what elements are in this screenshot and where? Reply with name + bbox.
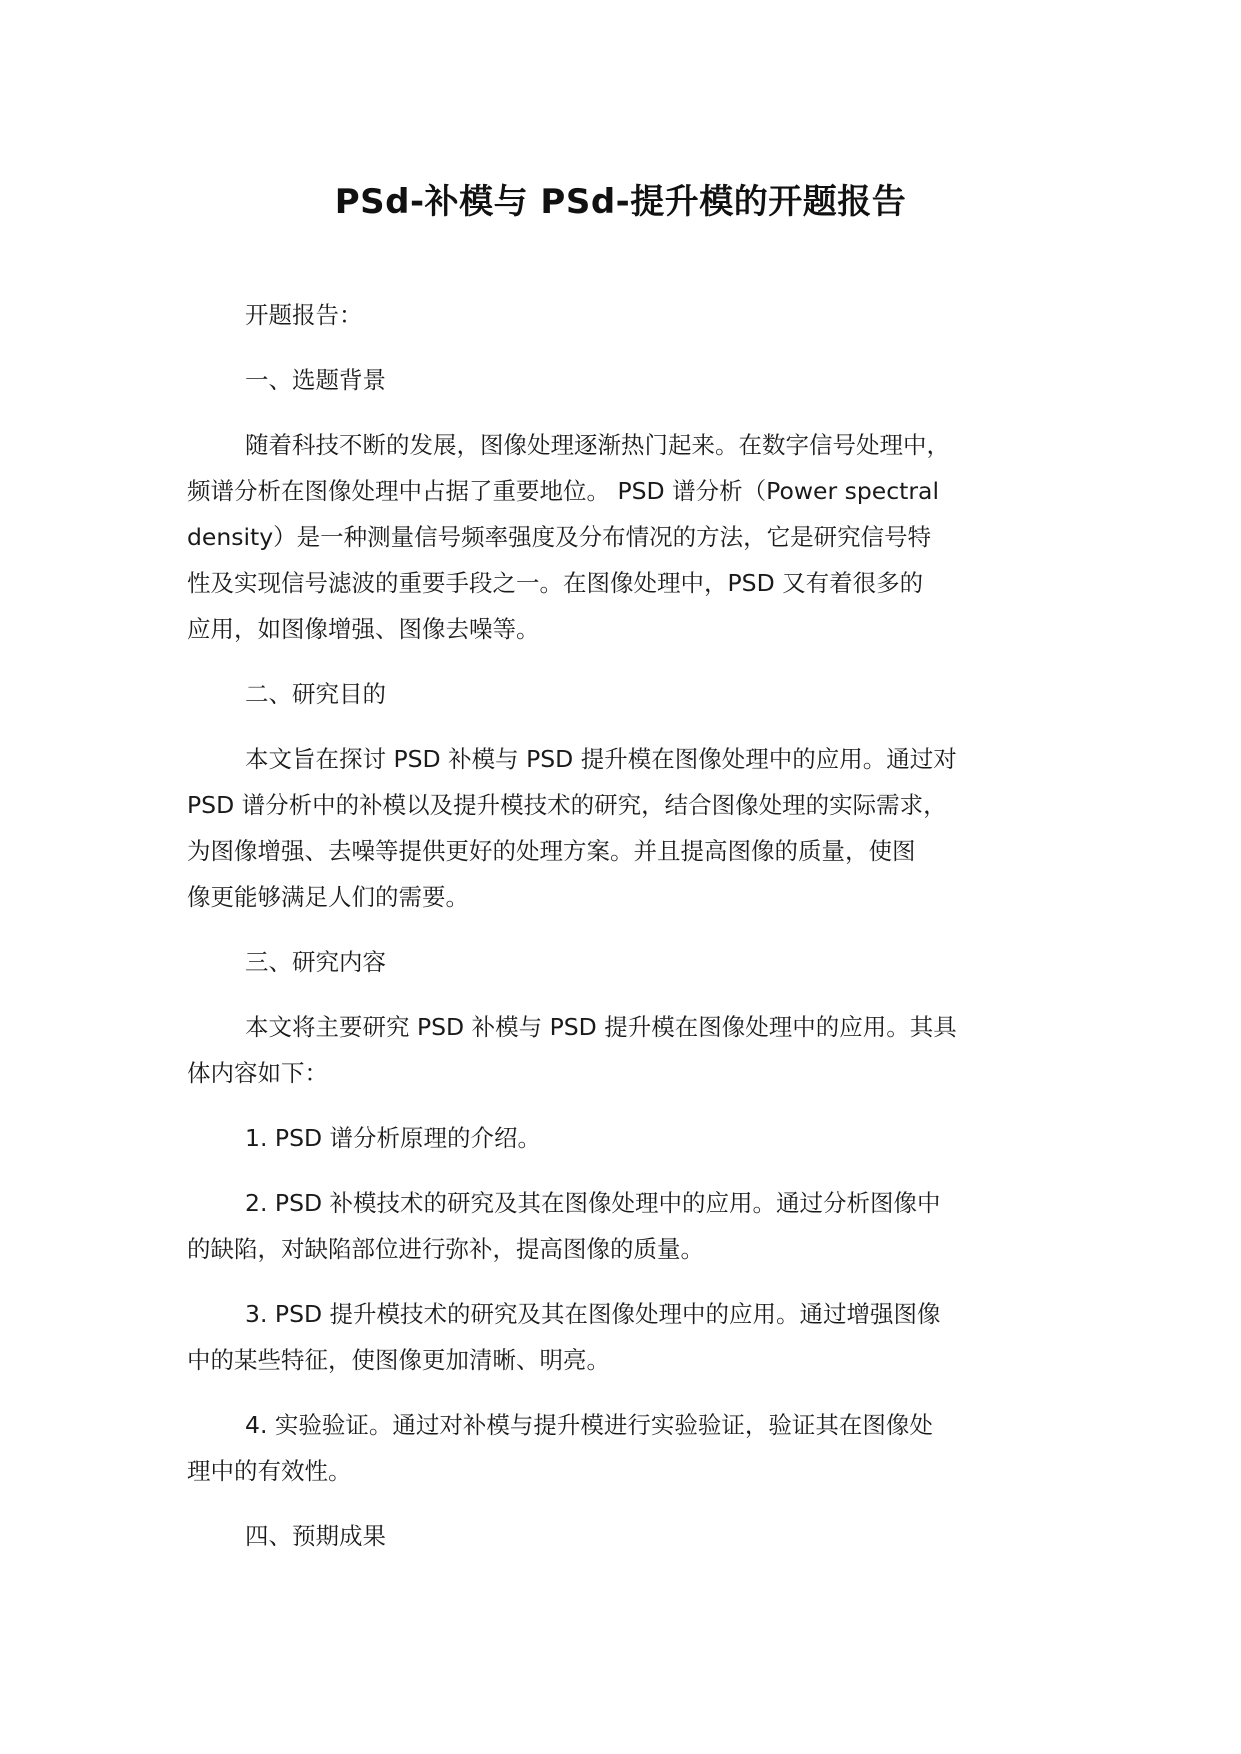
- text-line: density）是一种测量信号频率强度及分布情况的方法，它是研究信号特: [187, 523, 932, 551]
- document-title: PSd-补模与 PSd-提升模的开题报告: [334, 182, 907, 222]
- text-line: 本文旨在探讨 PSD 补模与 PSD 提升模在图像处理中的应用。通过对: [245, 745, 957, 773]
- text-line: 一、选题背景: [245, 366, 386, 394]
- paragraph-purpose: [187, 736, 1087, 920]
- list-item-2: [187, 1180, 1087, 1272]
- text-line: 随着科技不断的发展，图像处理逐渐热门起来。在数字信号处理中，: [245, 431, 950, 459]
- text-line: 频谱分析在图像处理中占据了重要地位。 PSD 谱分析（Power spectral: [187, 477, 939, 505]
- report-label: [187, 292, 1087, 338]
- text-line: 2. PSD 补模技术的研究及其在图像处理中的应用。通过分析图像中: [245, 1189, 941, 1217]
- section-heading-content: [187, 939, 1087, 985]
- paragraph-background: [187, 422, 1087, 652]
- document-body: [187, 292, 1087, 1578]
- section-heading-purpose: [187, 671, 1087, 717]
- text-line: 1. PSD 谱分析原理的介绍。: [245, 1124, 542, 1152]
- text-line: PSD 谱分析中的补模以及提升模技术的研究，结合图像处理的实际需求，: [187, 791, 947, 819]
- text-line: 为图像增强、去噪等提供更好的处理方案。并且提高图像的质量，使图: [187, 837, 916, 865]
- text-line: 像更能够满足人们的需要。: [187, 883, 469, 911]
- list-item-4: [187, 1402, 1087, 1494]
- text-line: 体内容如下：: [187, 1059, 328, 1087]
- paragraph-content-intro: [187, 1004, 1087, 1096]
- text-line: 三、研究内容: [245, 948, 386, 976]
- text-line: 4. 实验验证。通过对补模与提升模进行实验验证，验证其在图像处: [245, 1411, 933, 1439]
- section-heading-outcomes: [187, 1513, 1087, 1559]
- text-line: 应用，如图像增强、图像去噪等。: [187, 615, 540, 643]
- text-line: 中的某些特征，使图像更加清晰、明亮。: [187, 1346, 610, 1374]
- list-item-1: [187, 1115, 1087, 1161]
- text-line: 的缺陷，对缺陷部位进行弥补，提高图像的质量。: [187, 1235, 704, 1263]
- text-line: 四、预期成果: [245, 1522, 386, 1550]
- list-item-3: [187, 1291, 1087, 1383]
- text-line: 理中的有效性。: [187, 1457, 352, 1485]
- text-line: 本文将主要研究 PSD 补模与 PSD 提升模在图像处理中的应用。其具: [245, 1013, 957, 1041]
- text-line: 二、研究目的: [245, 680, 386, 708]
- section-heading-background: [187, 357, 1087, 403]
- text-line: 3. PSD 提升模技术的研究及其在图像处理中的应用。通过增强图像: [245, 1300, 941, 1328]
- text-line: 性及实现信号滤波的重要手段之一。在图像处理中，PSD 又有着很多的: [187, 569, 924, 597]
- text-line: 开题报告：: [245, 301, 363, 329]
